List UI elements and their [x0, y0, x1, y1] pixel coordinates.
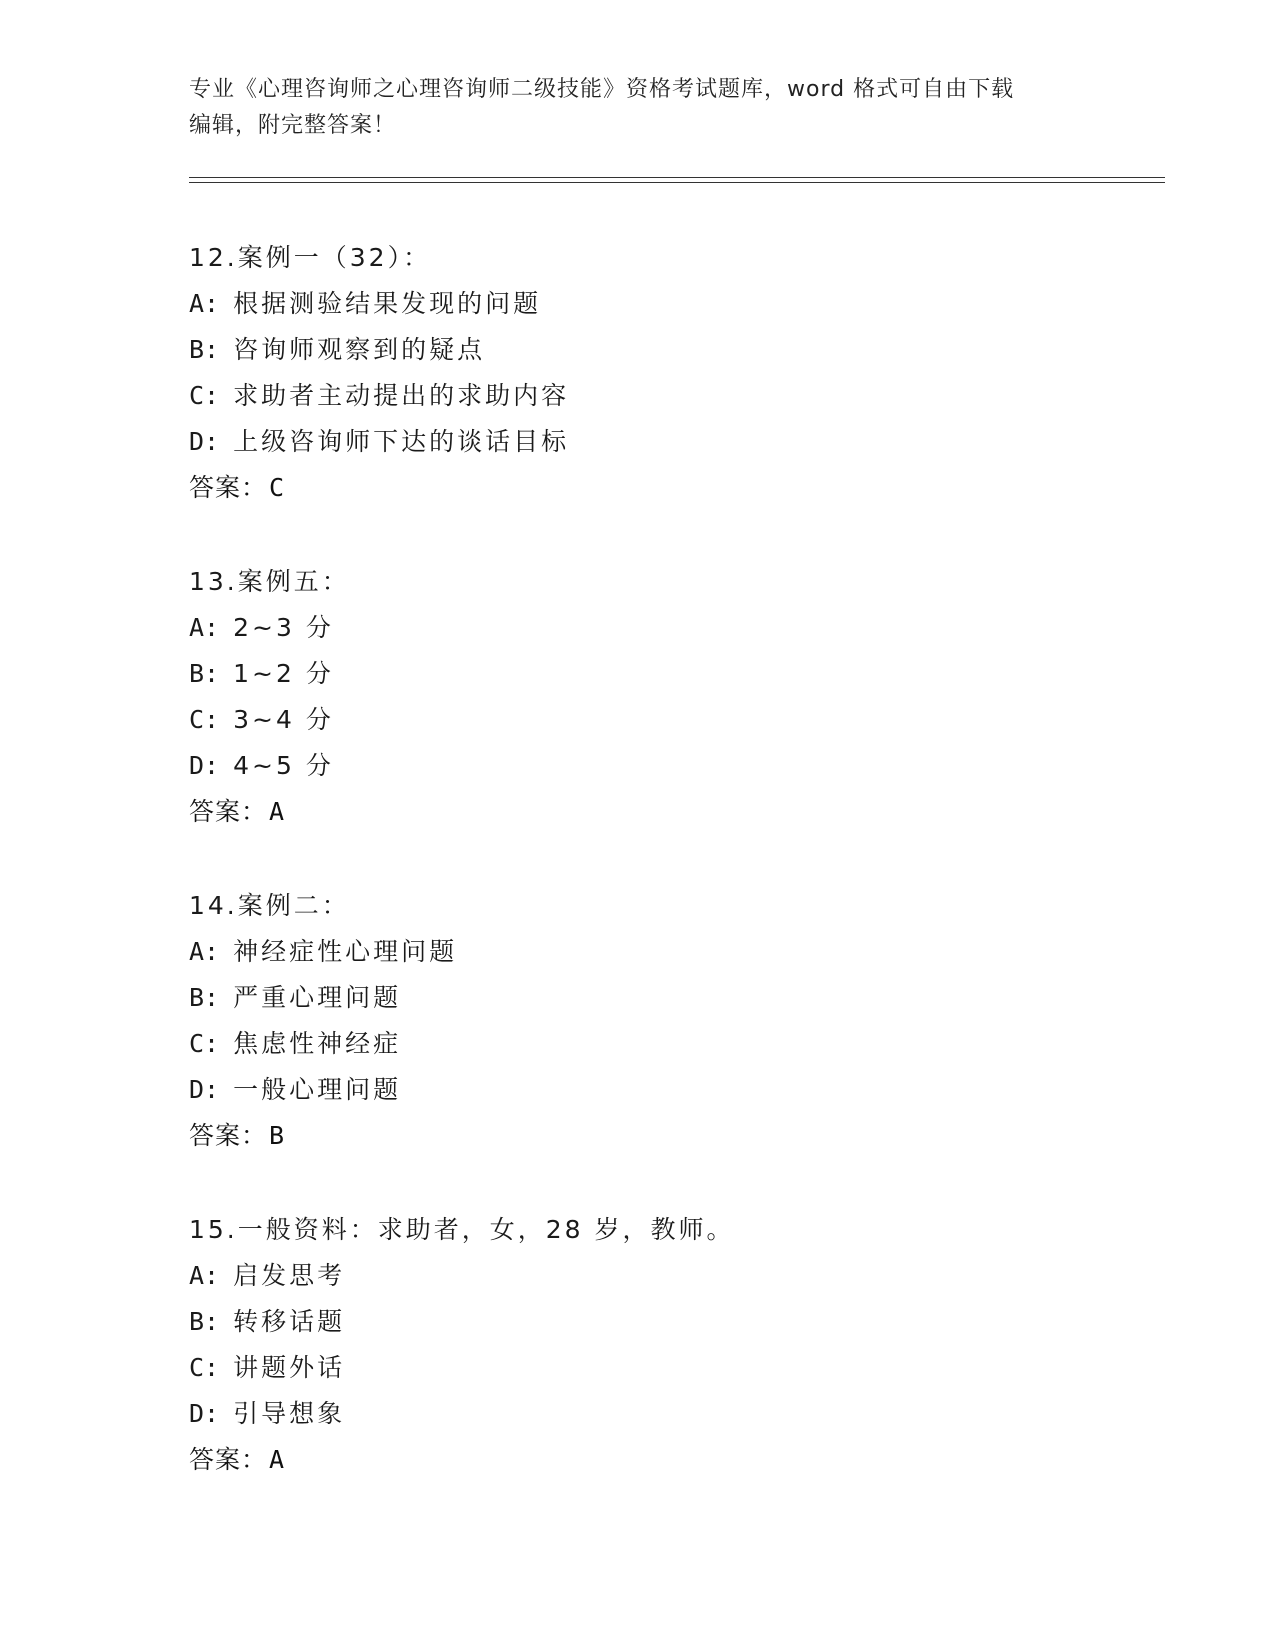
- option-key: A:: [189, 937, 220, 966]
- option-text: 引导想象: [233, 1399, 346, 1428]
- answer-value: A: [269, 1445, 286, 1474]
- option-d: [189, 419, 1165, 465]
- option-a: [189, 605, 1165, 651]
- option-text: 上级咨询师下达的谈话目标: [233, 427, 570, 456]
- document-header: [189, 72, 1089, 144]
- option-key: B:: [189, 659, 220, 688]
- option-b: [189, 327, 1165, 373]
- option-d: [189, 1391, 1165, 1437]
- option-key: D:: [189, 751, 220, 780]
- option-b: [189, 1299, 1165, 1345]
- question-stem: 13.案例五：: [189, 567, 350, 596]
- option-text: 1~2 分: [233, 659, 334, 688]
- option-text: 讲题外话: [233, 1353, 346, 1382]
- answer-line: [189, 1113, 1165, 1159]
- option-key: C:: [189, 1353, 220, 1382]
- option-text: 神经症性心理问题: [233, 937, 458, 966]
- option-c: [189, 1345, 1165, 1391]
- option-text: 根据测验结果发现的问题: [233, 289, 542, 318]
- option-key: B:: [189, 335, 220, 364]
- answer-line: [189, 1437, 1165, 1483]
- option-key: A:: [189, 613, 220, 642]
- option-a: [189, 1253, 1165, 1299]
- answer-label: 答案：: [189, 797, 268, 826]
- option-text: 焦虑性神经症: [233, 1029, 402, 1058]
- answer-line: [189, 465, 1165, 511]
- option-text: 4~5 分: [233, 751, 334, 780]
- option-d: [189, 743, 1165, 789]
- answer-line: [189, 789, 1165, 835]
- option-key: C:: [189, 381, 220, 410]
- option-c: [189, 697, 1165, 743]
- question-stem: 14.案例二：: [189, 891, 350, 920]
- option-key: C:: [189, 705, 220, 734]
- option-key: B:: [189, 1307, 220, 1336]
- question-stem: 15.一般资料：求助者，女，28 岁，教师。: [189, 1215, 735, 1244]
- question-stem: 12.案例一（32）：: [189, 243, 432, 272]
- option-key: C:: [189, 1029, 220, 1058]
- option-a: [189, 281, 1165, 327]
- question-12: [189, 235, 1165, 511]
- option-d: [189, 1067, 1165, 1113]
- question-13: [189, 559, 1165, 835]
- answer-value: A: [269, 797, 286, 826]
- option-text: 咨询师观察到的疑点: [233, 335, 486, 364]
- option-text: 2~3 分: [233, 613, 334, 642]
- option-key: D:: [189, 427, 220, 456]
- option-key: A:: [189, 1261, 220, 1290]
- answer-label: 答案：: [189, 1121, 268, 1150]
- option-b: [189, 651, 1165, 697]
- header-divider-bottom: [189, 182, 1165, 183]
- question-list: [189, 235, 1165, 1531]
- option-text: 严重心理问题: [233, 983, 402, 1012]
- option-key: B:: [189, 983, 220, 1012]
- option-b: [189, 975, 1165, 1021]
- option-c: [189, 373, 1165, 419]
- option-text: 求助者主动提出的求助内容: [233, 381, 570, 410]
- answer-label: 答案：: [189, 473, 268, 502]
- option-key: D:: [189, 1399, 220, 1428]
- option-text: 一般心理问题: [233, 1075, 402, 1104]
- option-c: [189, 1021, 1165, 1067]
- option-key: D:: [189, 1075, 220, 1104]
- option-text: 启发思考: [233, 1261, 346, 1290]
- option-text: 转移话题: [233, 1307, 346, 1336]
- option-text: 3~4 分: [233, 705, 334, 734]
- answer-label: 答案：: [189, 1445, 268, 1474]
- answer-value: C: [269, 473, 286, 502]
- option-a: [189, 929, 1165, 975]
- option-key: A:: [189, 289, 220, 318]
- answer-value: B: [269, 1121, 286, 1150]
- header-line-2: 编辑，附完整答案！: [189, 113, 397, 138]
- header-divider-top: [189, 177, 1165, 178]
- question-15: [189, 1207, 1165, 1483]
- header-line-1: 专业《心理咨询师之心理咨询师二级技能》资格考试题库，word 格式可自由下载: [189, 77, 1015, 102]
- question-14: [189, 883, 1165, 1159]
